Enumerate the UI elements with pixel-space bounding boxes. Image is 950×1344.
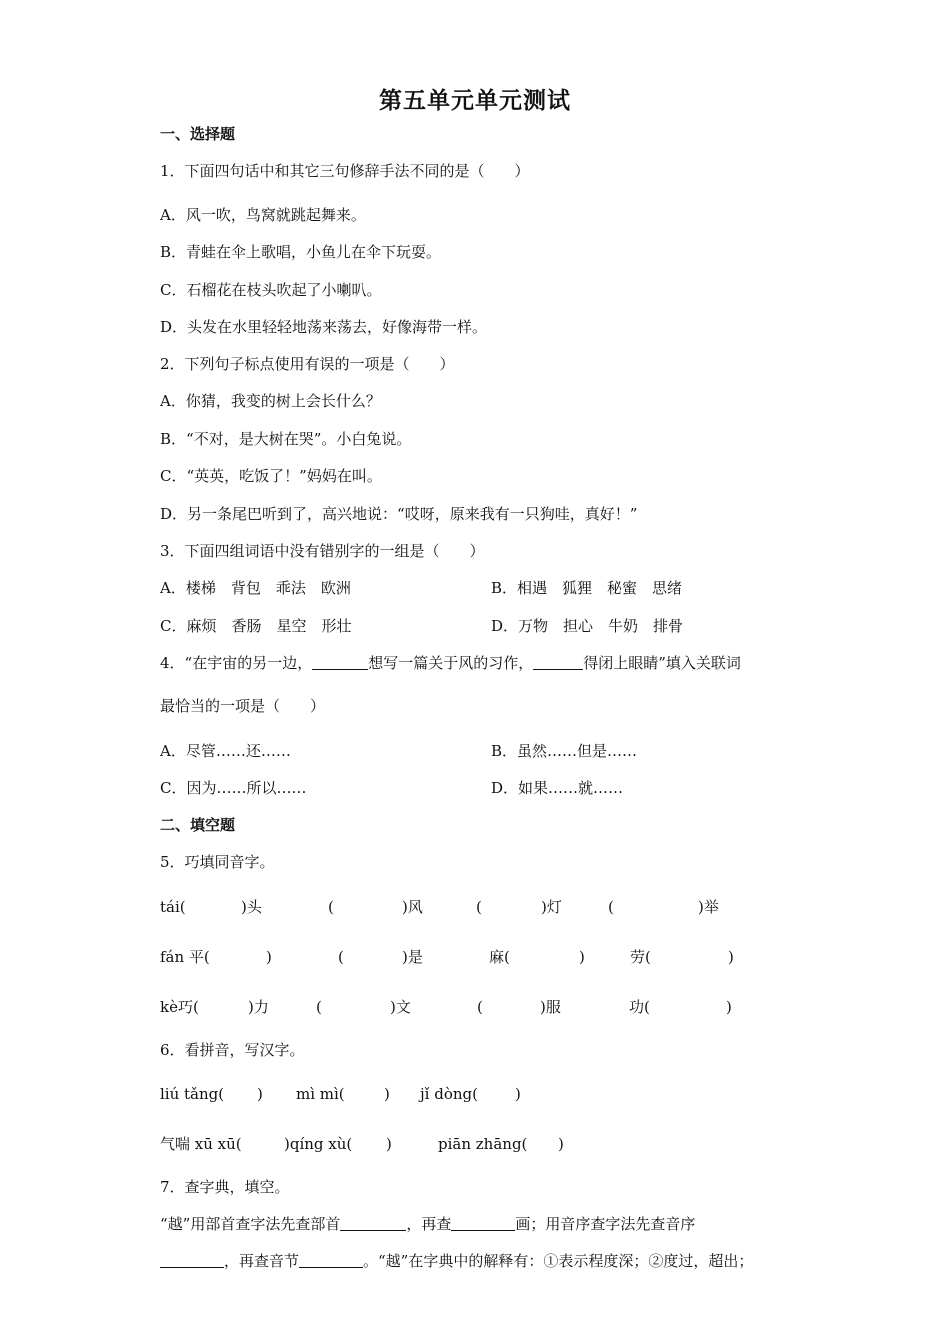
q7-text: ，再查音节 [224,1252,300,1270]
q5-row2-item: 劳( [630,948,651,966]
answer-blank[interactable] [451,1215,515,1231]
question-5-stem: 5．巧填同音字。 [160,853,275,871]
q5-row3-item: 功( [629,998,650,1016]
q5-row2-item: 麻( [489,948,510,966]
question-2-option-b: B．“不对，是大树在哭”。小白兔说。 [160,430,412,448]
q7-text: “越”用部首查字法先查部首 [160,1215,341,1233]
q6-row1-item: ) [257,1085,263,1103]
q5-row3-item: ( [477,998,483,1016]
q5-row2-item: )是 [402,948,423,966]
q5-row3-item: )文 [390,998,411,1016]
q6-row2-item: )qíng xù( [284,1135,353,1153]
question-7-line2 [160,1251,753,1271]
q5-row1-item: )风 [402,898,423,916]
question-3-stem: 3．下面四组词语中没有错别字的一组是（ ） [160,542,485,560]
question-4-option-d: D．如果……就…… [491,779,624,797]
question-2-option-d: D．另一条尾巴听到了，高兴地说：“哎呀，原来我有一只狗哇，真好！” [160,505,638,523]
question-3-option-d: D．万物 担心 牛奶 排骨 [491,617,684,635]
answer-blank[interactable] [299,1252,363,1268]
question-7-stem: 7．查字典，填空。 [160,1178,290,1196]
q5-row3-item: )力 [248,998,269,1016]
answer-blank[interactable] [533,654,583,670]
q5-row1-item: )头 [241,898,262,916]
question-4-stem-part1: 4．“在宇宙的另一边， [160,654,313,672]
question-4-option-a: A．尽管……还…… [160,742,291,760]
q6-row1-item: mì mì( [296,1085,345,1103]
question-4-option-c: C．因为……所以…… [160,779,307,797]
q7-text: ，再查 [406,1215,452,1233]
question-3-option-a: A．楼梯 背包 乖法 欧洲 [160,579,351,597]
question-6-stem: 6．看拼音，写汉字。 [160,1041,305,1059]
question-2-option-a: A．你猜，我变的树上会长什么？ [160,392,381,410]
q5-row3-item: ) [726,998,732,1016]
question-1-option-b: B．青蛙在伞上歌唱，小鱼儿在伞下玩耍。 [160,243,442,261]
q5-row3-item: )服 [540,998,561,1016]
question-4-option-b: B．虽然……但是…… [491,742,638,760]
answer-blank[interactable] [340,1215,406,1231]
q6-row1-item: jǐ dòng( [420,1085,478,1103]
q5-row1-item: )灯 [541,898,562,916]
section-heading-fill: 二、填空题 [160,816,236,834]
question-3-option-c: C．麻烦 香肠 星空 形壮 [160,617,352,635]
q5-row1-item: tái( [160,898,186,916]
q5-row2-item: ( [338,948,344,966]
q5-row2-item: fán 平( [160,948,210,966]
q6-row1-item: ) [515,1085,521,1103]
q6-row2-item: piān zhāng( [438,1135,528,1153]
q7-text: 画；用音序查字法先查音序 [515,1215,696,1233]
q5-row1-item: ( [608,898,614,916]
q6-row2-item: ) [558,1135,564,1153]
question-4-stem-part3: 得闭上眼睛”填入关联词 [583,654,741,672]
q6-row2-item: ) [386,1135,392,1153]
q5-row3-item: kè巧( [160,998,199,1016]
q5-row2-item: ) [579,948,585,966]
q6-row2-item: 气喘 xū xū( [160,1135,242,1153]
question-1-option-a: A．风一吹，鸟窝就跳起舞来。 [160,206,366,224]
section-heading-choice: 一、选择题 [160,125,236,143]
question-2-stem: 2．下列句子标点使用有误的一项是（ ） [160,355,455,373]
question-2-option-c: C．“英英，吃饭了！”妈妈在叫。 [160,467,382,485]
q5-row1-item: ( [328,898,334,916]
answer-blank[interactable] [312,654,368,670]
page-title: 第五单元单元测试 [379,87,571,114]
question-1-option-d: D．头发在水里轻轻地荡来荡去，好像海带一样。 [160,318,488,336]
question-4-stem-part2: 想写一篇关于风的习作， [368,654,534,672]
question-4-stem-line2: 最恰当的一项是（ ） [160,697,326,715]
question-7-line1 [160,1214,695,1234]
q5-row3-item: ( [316,998,322,1016]
q5-row2-item: ) [266,948,272,966]
q6-row1-item: ) [384,1085,390,1103]
q5-row2-item: ) [728,948,734,966]
q5-row1-item: ( [476,898,482,916]
q7-text: 。“越”在字典中的解释有：①表示程度深；②度过，超出； [363,1252,754,1270]
q5-row1-item: )举 [698,898,719,916]
q6-row1-item: liú tǎng( [160,1085,225,1103]
answer-blank[interactable] [160,1252,224,1268]
question-1-option-c: C．石榴花在枝头吹起了小喇叭。 [160,281,382,299]
question-1-stem: 1．下面四句话中和其它三句修辞手法不同的是（ ） [160,162,530,180]
question-4-stem [160,653,741,673]
question-3-option-b: B．相遇 狐狸 秘蜜 思绪 [491,579,683,597]
